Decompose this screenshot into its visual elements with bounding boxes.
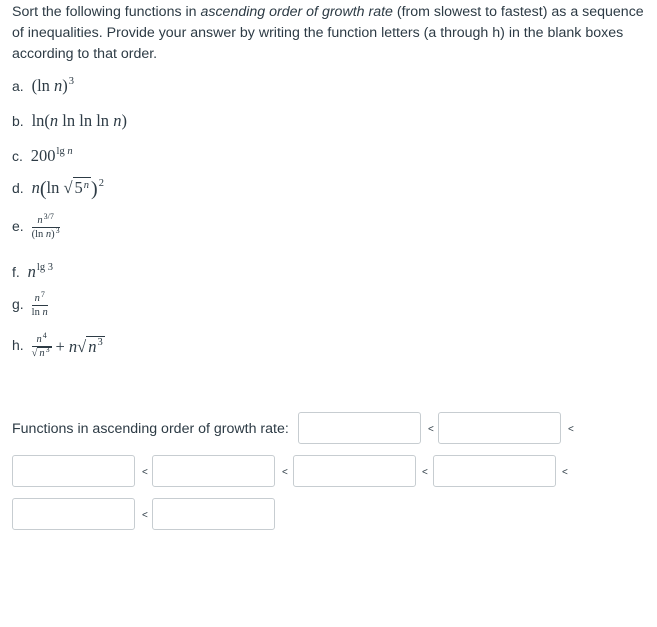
function-d-sqrt: √ 5$^n$ xyxy=(63,178,90,197)
function-g-label: g. xyxy=(12,296,24,313)
answer-box-6[interactable] xyxy=(433,455,556,487)
function-f-var: n xyxy=(27,262,36,281)
function-g xyxy=(12,290,48,318)
function-f xyxy=(12,262,53,282)
function-h-den-var: n xyxy=(39,348,45,359)
function-d-exp: 2 xyxy=(98,178,104,189)
function-h-label: h. xyxy=(12,337,24,354)
answer-label: Functions in ascending order of growth rate: xyxy=(12,421,289,437)
function-h-den-exp: 3 xyxy=(45,345,50,354)
less-than-2: < xyxy=(568,424,574,435)
function-g-den-ln: ln xyxy=(31,307,40,318)
function-a: a. (ln n)$^3$ xyxy=(12,76,75,95)
function-h-var2: n xyxy=(68,336,78,356)
prompt-emphasis: ascending order of growth rate xyxy=(200,4,393,20)
less-than-4: < xyxy=(282,467,288,478)
function-e-den-exp: 3 xyxy=(55,226,60,235)
less-than-6: < xyxy=(562,467,568,478)
function-f-label: f. xyxy=(12,264,20,280)
function-e-den-var: n xyxy=(45,229,52,240)
function-h xyxy=(12,331,105,359)
answer-box-8[interactable] xyxy=(152,498,275,530)
answer-box-5[interactable] xyxy=(293,455,416,487)
function-a-var: n xyxy=(54,76,63,95)
answer-box-4[interactable] xyxy=(152,455,275,487)
function-a-label: a. xyxy=(12,78,24,94)
less-than-7: < xyxy=(142,510,148,521)
less-than-1: < xyxy=(428,424,434,435)
less-than-5: < xyxy=(422,467,428,478)
function-b-ln: ln( xyxy=(31,111,50,130)
answer-box-1[interactable] xyxy=(298,412,421,444)
function-h-den-sqrt: √ $n^3$ xyxy=(31,345,50,359)
function-d-label: d. xyxy=(12,180,24,196)
question-prompt xyxy=(12,2,648,65)
prompt-part2: (from slowest to fastest) as a sequence of inequalities. Provide your answer by writing the function letters (a through h) in the blank boxes according to that order. xyxy=(12,4,644,62)
function-d-var: n xyxy=(31,178,40,197)
function-h-num-var: n xyxy=(36,334,42,345)
function-f-exp-fn: lg xyxy=(36,262,46,273)
function-c-label: c. xyxy=(12,148,23,164)
function-b-label: b. xyxy=(12,113,24,129)
function-h-rad-exp: 3 xyxy=(97,336,103,348)
function-d-rad-exp: n xyxy=(83,180,90,191)
function-e-label: e. xyxy=(12,218,24,235)
function-b-close: ) xyxy=(121,111,127,130)
function-b xyxy=(12,111,127,131)
function-b-mid: ln ln ln xyxy=(58,111,114,130)
function-e xyxy=(12,212,60,240)
function-g-num-exp: 7 xyxy=(40,290,45,299)
answer-box-3[interactable] xyxy=(12,455,135,487)
function-f-exp-val: 3 xyxy=(47,262,53,273)
function-d-radicand: 5 xyxy=(74,178,83,197)
function-e-num-exp: 3/7 xyxy=(43,212,54,221)
function-h-sqrt: √ $n^3$ xyxy=(77,336,103,356)
function-h-num-exp: 4 xyxy=(42,331,47,340)
function-c-exp-fn: lg xyxy=(56,146,65,157)
answer-box-2[interactable] xyxy=(438,412,561,444)
function-e-num-var: n xyxy=(37,215,43,226)
function-e-fraction: $\frac{n^{3/7}}{(\ln n)^3}$ xyxy=(31,212,60,240)
function-c xyxy=(12,146,73,166)
prompt-part1: Sort the following functions in xyxy=(12,4,201,20)
function-g-num-var: n xyxy=(34,293,40,304)
function-c-exp-var: n xyxy=(67,146,73,157)
function-h-fraction xyxy=(31,331,52,359)
function-h-plus: + xyxy=(55,336,65,356)
function-d: d. n(ln √ 5$^n$ )$^2$ xyxy=(12,178,104,200)
answer-box-7[interactable] xyxy=(12,498,135,530)
function-b-var2: n xyxy=(113,111,122,130)
function-g-den-var: n xyxy=(42,307,48,318)
function-a-ln: ln xyxy=(37,76,50,95)
function-a-exp: 3 xyxy=(68,76,75,87)
function-b-var1: n xyxy=(49,111,59,130)
function-h-rad-var: n xyxy=(88,336,97,356)
function-e-den-ln: ln xyxy=(35,229,44,240)
function-d-ln: ln xyxy=(46,178,60,197)
function-g-fraction xyxy=(31,290,48,318)
less-than-3: < xyxy=(142,467,148,478)
function-c-base: 200 xyxy=(30,146,56,165)
